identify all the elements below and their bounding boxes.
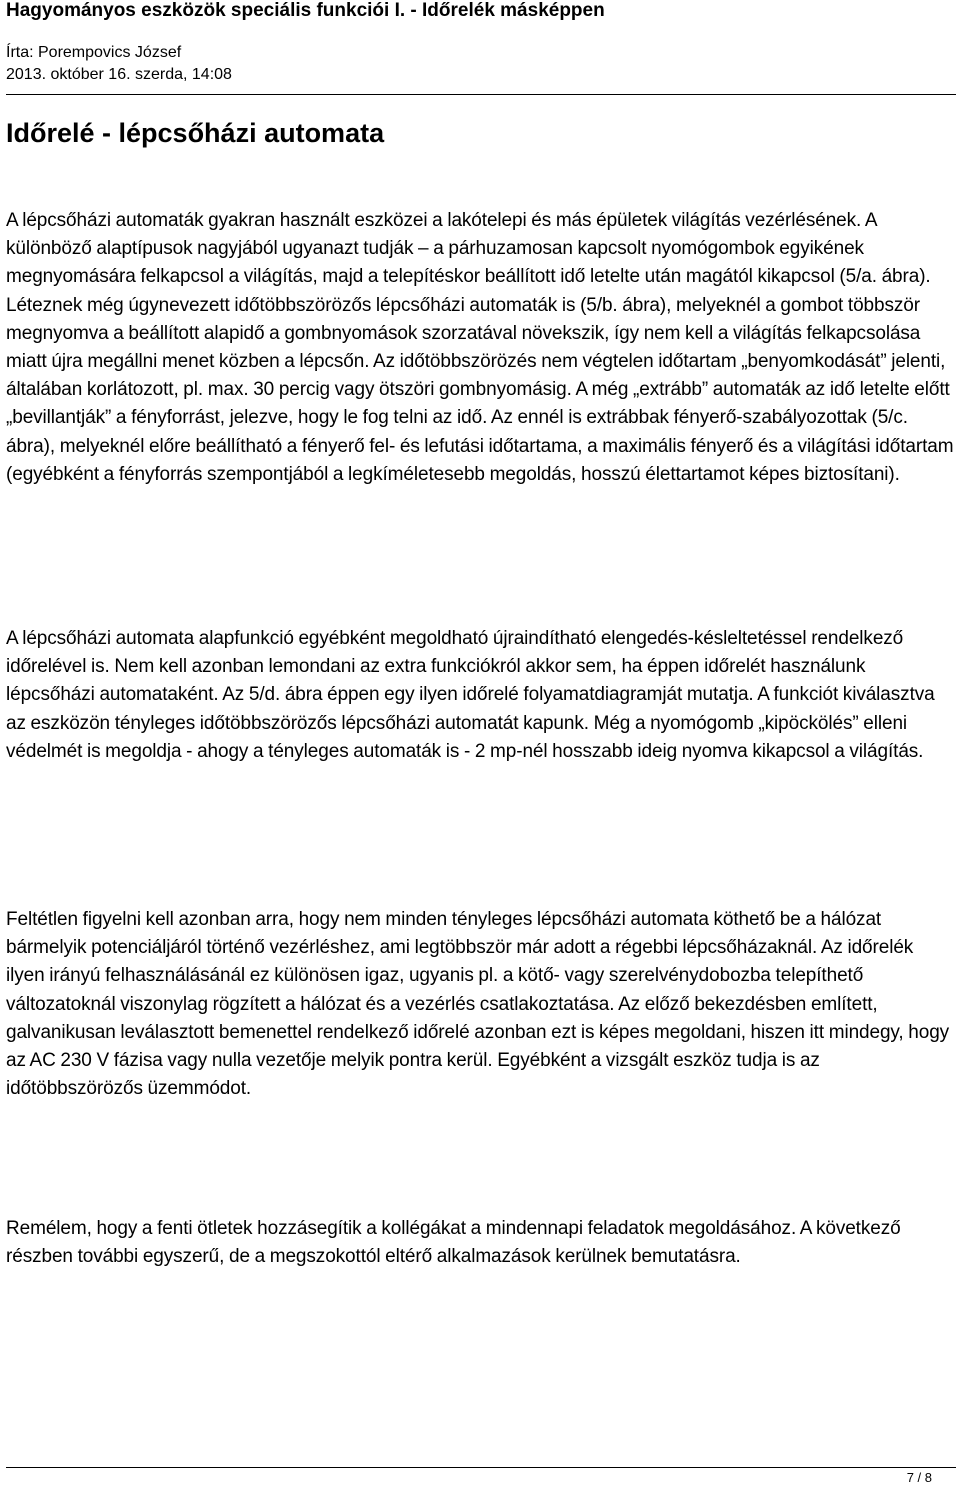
paragraph-4: Remélem, hogy a fenti ötletek hozzásegítik a kollégákat a mindennapi feladatok megoldásához. A következő részben további egyszerű, de a megszokottól eltérő alkalmazások kerülnek bemutatásra. (6, 1218, 901, 1268)
page-number: 7 / 8 (906, 1470, 932, 1485)
footer-divider (6, 1467, 956, 1468)
paragraph-3: Feltétlen figyelni kell azonban arra, hogy nem minden tényleges lépcsőházi automata köthető be a hálózat bármelyik potenciáljáról történő vezérléshez, ami legtöbbször már adott a régebbi lépcsőházaknál. Az időrelék ilyen irányú felhasználásánál ez különösen igaz, ugyanis pl. a kötő- vagy szerelvénydobozba telepíthető változatoknál viszonylag rögzített a hálózat és a vezérlés csatlakoztatása. Az előző bekezdésben említett, galvanikusan leválasztott bemenettel rendelkező időrelé azonban ezt is képes megoldani, hiszen itt mindegy, hogy az AC 230 V fázisa vagy nulla vezetője melyik pontra kerül. Egyébként a vizsgált eszköz tudja is az időtöbbszörözős üzemmódot. (6, 909, 950, 1100)
header-divider (6, 94, 956, 95)
author-line: Írta: Porempovics József (6, 44, 182, 61)
article-title: Időrelé - lépcsőházi automata (6, 118, 385, 148)
document-title: Hagyományos eszközök speciális funkciói I. - Időrelék másképpen (6, 0, 605, 21)
paragraph-2: A lépcsőházi automata alapfunkció egyébként megoldható újraindítható elengedés-késleltetéssel rendelkező időrelével is. Nem kell azonban lemondani az extra funkciókról akkor sem, ha éppen időrelét használunk lépcsőházi automataként. Az 5/d. ábra éppen egy ilyen időrelé folyamatdiagramját mutatja. A funkciót kiválasztva az eszközön tényleges időtöbbszörözős lépcsőházi automatát kapunk. Még a nyomógomb „kipöckölés” elleni védelmét is megoldja - ahogy a tényleges automaták is - 2 mp-nél hosszabb ideig nyomva kikapcsol a világítás. (6, 628, 935, 762)
publish-date: 2013. október 16. szerda, 14:08 (6, 66, 232, 83)
paragraph-1: A lépcsőházi automaták gyakran használt eszközei a lakótelepi és más épületek világítás vezérlésének. A különböző alaptípusok nagyjából ugyanazt tudják – a párhuzamosan kapcsolt nyomógombok egyikének megnyomására felkapcsol a világítás, majd a telepítéskor beállított idő letelte után magától kikapcsol (5/a. ábra). Léteznek még úgynevezett időtöbbszörözős lépcsőházi automaták is (5/b. ábra), melyeknél a gombot többször megnyomva a beállított alapidő a gombnyomások szorzatával növekszik, így nem kell a világítás felkapcsolása miatt újra megállni menet közben a lépcsőn. Az időtöbbszörözés nem végtelen időtartam „benyomkodását” jelenti, általában korlátozott, pl. max. 30 percig vagy ötszöri gombnyomásig. A még „extrább” automaták az idő letelte előtt „bevillantják” a fényforrást, jelezve, hogy le fog telni az idő. Az ennél is extrábbak fényerő-szabályozottak (5/c. ábra), melyeknél előre beállítható a fényerő fel- és lefutási időtartama, a maximális fényerő és a világítási időtartam (egyébként a fényforrás szempontjából a legkíméletesebb megoldás, hosszú élettartamot képes biztosítani). (6, 210, 954, 485)
